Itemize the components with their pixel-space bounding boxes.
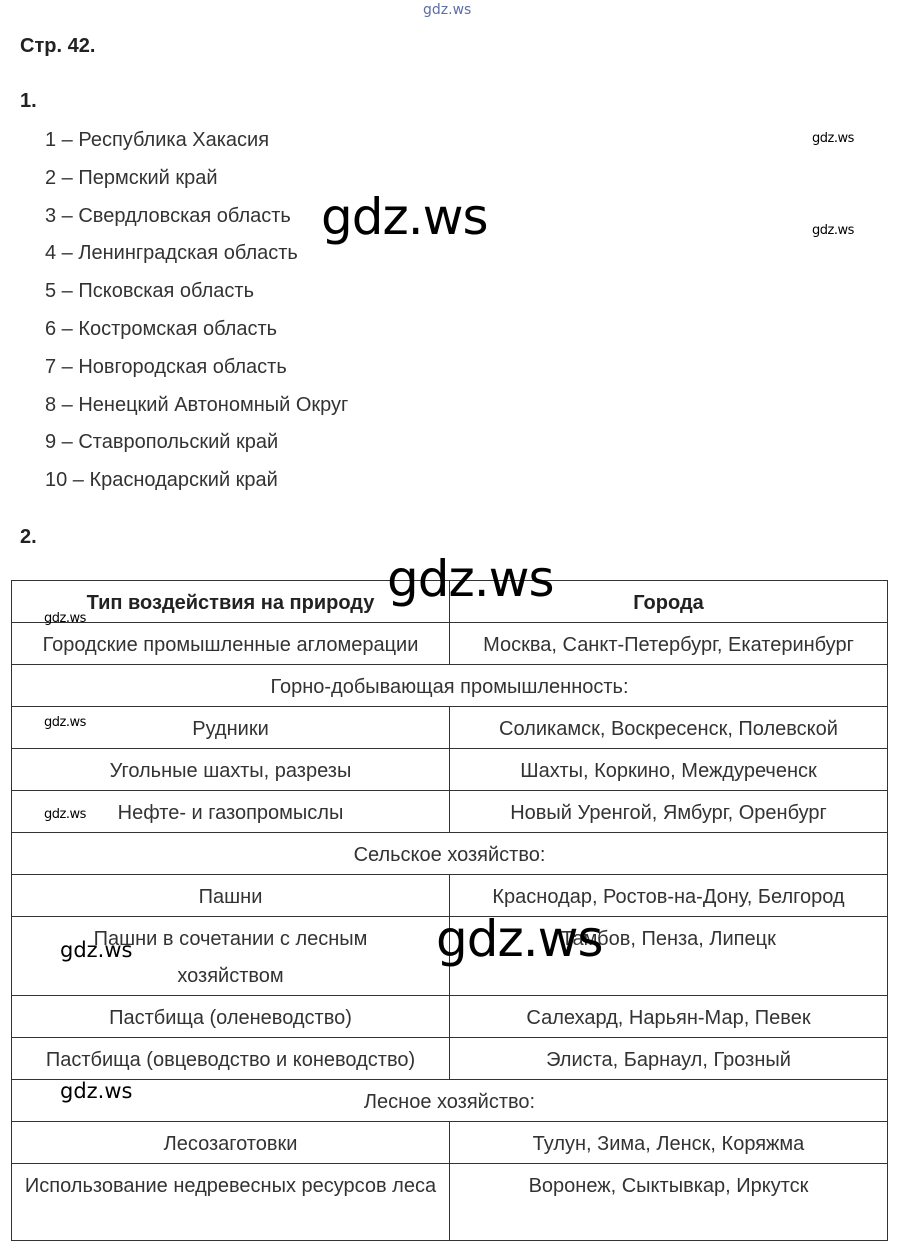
- table-row: [12, 623, 888, 665]
- cell-type: Пашни: [12, 875, 450, 917]
- cell-type: Рудники: [12, 707, 450, 749]
- list-item: 6 – Костромская область: [45, 317, 278, 340]
- table-row: [12, 996, 888, 1038]
- cell-cities: Шахты, Коркино, Междуреченск: [450, 749, 888, 791]
- watermark: gdz.ws: [436, 910, 603, 968]
- watermark: gdz.ws: [44, 715, 86, 730]
- list-item: 4 – Ленинградская область: [45, 242, 298, 265]
- cell-type: Нефте- и газопромыслы: [12, 791, 450, 833]
- list-item: 8 – Ненецкий Автономный Округ: [45, 393, 349, 416]
- cell-type: Угольные шахты, разрезы: [12, 749, 450, 791]
- list-item: 3 – Свердловская область: [45, 204, 291, 227]
- watermark: gdz.ws: [60, 938, 133, 962]
- cell-type: Использование недревесных ресурсов леса: [12, 1164, 450, 1241]
- list-item: 10 – Краснодарский край: [45, 469, 278, 492]
- section-row: [12, 665, 888, 707]
- table-row: [12, 707, 888, 749]
- watermark: gdz.ws: [44, 611, 86, 626]
- cell-cities: Салехард, Нарьян-Мар, Певек: [450, 996, 888, 1038]
- header-cities: Города: [450, 581, 888, 623]
- watermark: gdz.ws: [423, 2, 472, 18]
- cell-cities: Тулун, Зима, Ленск, Коряжма: [450, 1122, 888, 1164]
- watermark: gdz.ws: [387, 550, 554, 608]
- table-row: [12, 1122, 888, 1164]
- cell-type: Лесозаготовки: [12, 1122, 450, 1164]
- list-item: 7 – Новгородская область: [45, 355, 287, 378]
- section-row: [12, 833, 888, 875]
- table-row: [12, 1164, 888, 1241]
- cell-cities: Соликамск, Воскресенск, Полевской: [450, 707, 888, 749]
- page-title: Стр. 42.: [20, 35, 96, 57]
- table-row: [12, 749, 888, 791]
- cell-cities: Москва, Санкт-Петербург, Екатеринбург: [450, 623, 888, 665]
- watermark: gdz.ws: [812, 223, 854, 238]
- watermark: gdz.ws: [321, 188, 488, 246]
- header-type: Тип воздействия на природу: [12, 581, 450, 623]
- cell-cities: Тамбов, Пенза, Липецк: [450, 917, 888, 996]
- watermark: gdz.ws: [812, 131, 854, 146]
- task-1-number: 1.: [20, 90, 37, 112]
- cell-type: Пастбища (овцеводство и коневодство): [12, 1038, 450, 1080]
- region-list: [45, 126, 348, 504]
- section-label: Лесное хозяйство:: [12, 1080, 888, 1122]
- table-row: [12, 791, 888, 833]
- cell-type: Пашни в сочетании с лесным хозяйством: [12, 917, 450, 996]
- cell-cities: Воронеж, Сыктывкар, Иркутск: [450, 1164, 888, 1241]
- cell-cities: Новый Уренгой, Ямбург, Оренбург: [450, 791, 888, 833]
- section-label: Горно-добывающая промышленность:: [12, 665, 888, 707]
- table-row: [12, 1038, 888, 1080]
- task-2-number: 2.: [20, 526, 37, 548]
- cell-cities: Элиста, Барнаул, Грозный: [450, 1038, 888, 1080]
- list-item: 2 – Пермский край: [45, 166, 218, 189]
- cell-cities: Краснодар, Ростов-на-Дону, Белгород: [450, 875, 888, 917]
- list-item: 9 – Ставропольский край: [45, 431, 279, 454]
- watermark: gdz.ws: [60, 1079, 133, 1103]
- cell-type: Пастбища (оленеводство): [12, 996, 450, 1038]
- watermark: gdz.ws: [44, 807, 86, 822]
- list-item: 5 – Псковская область: [45, 280, 254, 303]
- section-row: [12, 1080, 888, 1122]
- list-item: 1 – Республика Хакасия: [45, 129, 270, 151]
- section-label: Сельское хозяйство:: [12, 833, 888, 875]
- cell-type: Городские промышленные агломерации: [12, 623, 450, 665]
